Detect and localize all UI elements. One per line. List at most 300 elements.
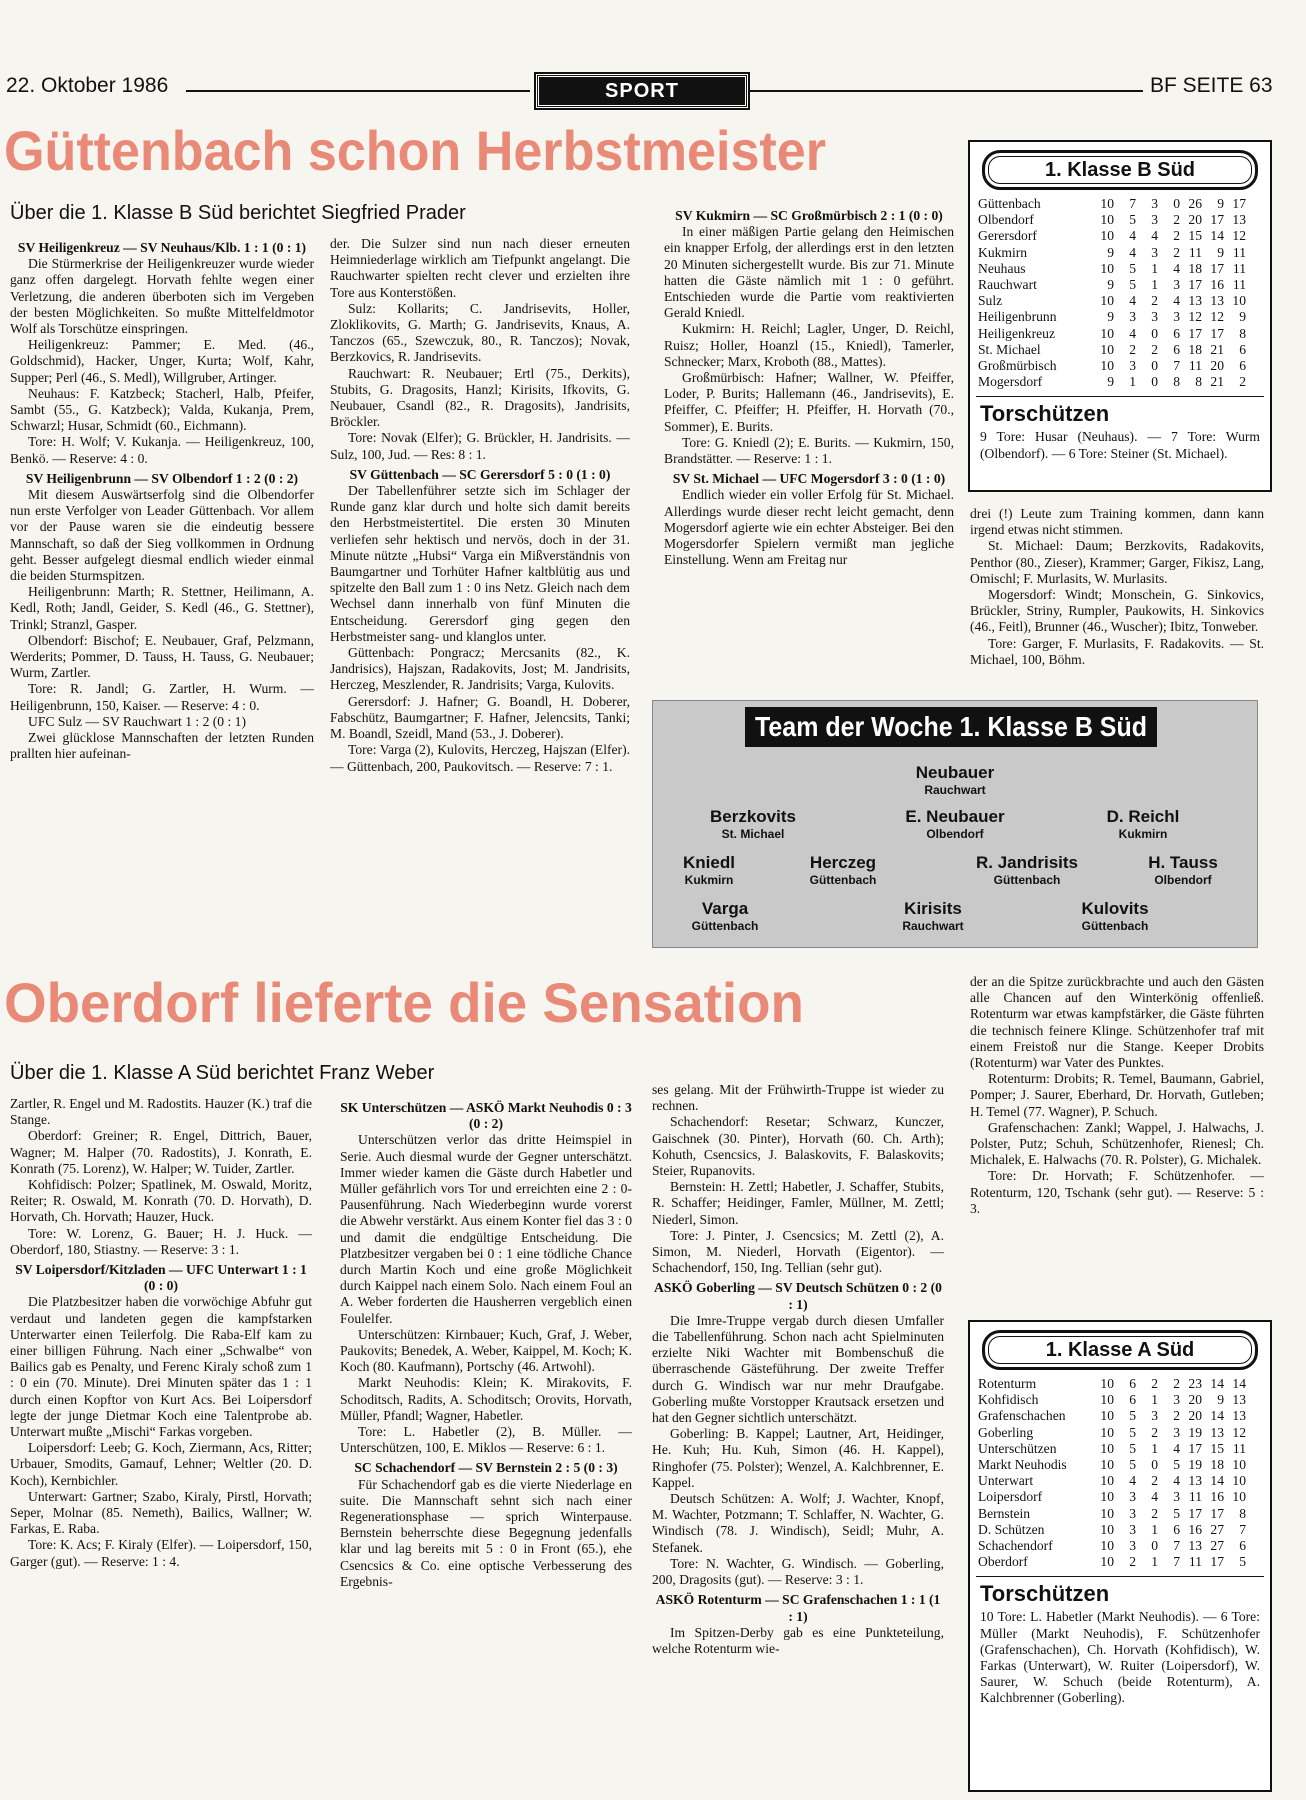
stat-cell: 6	[1129, 1392, 1136, 1408]
stat-cell: 3	[1129, 1538, 1136, 1554]
team-cell: Unterwart	[978, 1473, 1034, 1489]
stat-cell: 9	[1239, 309, 1246, 325]
paragraph: Tore: Dr. Horvath; F. Schützenhofer. — Rotenturm, 120, Tschank (sehr gut). — Reserve: 5 : 3.	[970, 1168, 1264, 1216]
stat-cell: 4	[1151, 228, 1158, 244]
article2-column-4	[970, 974, 1264, 1314]
stat-cell: 10	[1100, 1440, 1114, 1456]
stat-cell: 10	[1100, 1457, 1114, 1473]
paragraph: Güttenbach: Pongracz; Mercsanits (82., K. Jandrisics), Hajszan, Radakovits, Jost; M. Jandrisits, Herczeg, Meszlender, R. Jandrisits; Varga, Kulovits.	[330, 645, 630, 693]
stat-cell: 5	[1173, 1457, 1180, 1473]
stat-cell: 3	[1129, 1505, 1136, 1521]
paragraph: Tore: N. Wachter, G. Windisch. — Goberling, 200, Dragosits (gut). — Reserve: 3 : 1.	[652, 1555, 944, 1588]
table-row	[978, 374, 1246, 390]
stat-cell: 4	[1173, 1473, 1180, 1489]
stat-cell: 2	[1151, 1473, 1158, 1489]
stat-cell: 9	[1217, 196, 1224, 211]
paragraph: Im Spitzen-Derby gab es eine Punkteteilung, welche Rotenturm wie-	[652, 1624, 944, 1656]
stat-cell: 14	[1232, 1376, 1246, 1391]
article1-headline: Güttenbach schon Herbstmeister	[4, 119, 826, 182]
paragraph: Markt Neuhodis: Klein; K. Mirakovits, F. Schoditsch, Radits, A. Schoditsch; Orovits, Horvath, Müller, Pfandl; Wagner, Habetler.	[340, 1375, 632, 1423]
stat-cell: 10	[1100, 1376, 1114, 1391]
stat-cell: 7	[1173, 1554, 1180, 1570]
stat-cell: 3	[1173, 277, 1180, 293]
stat-cell: 3	[1151, 212, 1158, 228]
table-row	[978, 196, 1246, 212]
stat-cell: 12	[1232, 1424, 1246, 1440]
stat-cell: 10	[1100, 1473, 1114, 1489]
stat-cell: 14	[1210, 1408, 1224, 1424]
scorers-text: 10 Tore: L. Habetler (Markt Neuhodis). — 6 Tore: Müller (Markt Neuhodis), F. Schützenhofer (Grafenschachen), Ch. Horvath (Kohfidisch), W. Farkas (Unterwart), W. Ruiter (Loipersdorf), W. Saurer, W. Schuch (beide Rotenturm), A. Kalchbrenner (Goberling).	[980, 1609, 1260, 1706]
stat-cell: 17	[1210, 1554, 1224, 1570]
table-row	[978, 212, 1246, 228]
paragraph: Zwei glücklose Mannschaften der letzten Runden prallten hier aufeinan-	[10, 730, 314, 762]
match-heading: SV Heiligenkreuz — SV Neuhaus/Klb. 1 : 1 (0 : 1)	[17, 240, 307, 255]
team-title: Team der Woche 1. Klasse B Süd	[755, 711, 1147, 742]
match-heading: SK Unterschützen — ASKÖ Markt Neuhodis 0 : 3 (0 : 2)	[340, 1100, 632, 1132]
player-name: H. Tauss	[1148, 853, 1218, 872]
stat-cell: 9	[1107, 244, 1114, 260]
stat-cell: 5	[1173, 1505, 1180, 1521]
paragraph: Tore: W. Lorenz, G. Bauer; H. J. Huck. — Oberdorf, 180, Stiastny. — Reserve: 3 : 1.	[10, 1225, 312, 1257]
paragraph: Gerersdorf: J. Hafner; G. Boandl, H. Doberer, Fabschütz, Baumgartner; F. Hafner, Jelencsits, Tanki; M. Boandl, Szeidl, Mand (53., J. Doberer).	[330, 693, 630, 742]
paragraph: In einer mäßigen Partie gelang den Heimischen ein knapper Erfolg, der allerdings erst in den letzten 20 Minuten sichergestellt wurde. Bis zur 71. Minute hatten die Gäste nämlich mit 1 : 0 geführt. Entschieden wurde die Partie vom reaktivierten Gerald Kniedl.	[664, 224, 954, 321]
stat-cell: 27	[1210, 1538, 1224, 1554]
article1-byline: Über die 1. Klasse B Süd berichtet Siegfried Prader	[10, 202, 466, 224]
stat-cell: 4	[1129, 1473, 1136, 1489]
stat-cell: 6	[1129, 1376, 1136, 1391]
stat-cell: 4	[1129, 325, 1136, 341]
article1-column-2	[330, 236, 630, 950]
standings-title-frame	[982, 1330, 1258, 1370]
stat-cell: 16	[1210, 277, 1224, 293]
stat-cell: 18	[1210, 1457, 1224, 1473]
match-heading: SV Heiligenbrunn — SV Olbendorf 1 : 2 (0 : 2)	[25, 470, 299, 486]
stat-cell: 4	[1151, 1489, 1158, 1505]
paragraph: Rauchwart: R. Neubauer; Ertl (75., Derkits), Stubits, G. Dragosits, Hanzl; Kirisits, Ifkovits, G. Neubauer, Csandl (82., R. Dragosits), Jandrisits, Bröckler.	[330, 365, 630, 430]
scorers-title: Torschützen	[980, 401, 1110, 427]
stat-cell: 17	[1210, 1505, 1224, 1521]
table-row	[978, 358, 1246, 374]
player-card	[1093, 853, 1273, 887]
article2-byline: Über die 1. Klasse A Süd berichtet Franz Weber	[10, 1062, 435, 1084]
paragraph: Tore: L. Habetler (2), B. Müller. — Unterschützen, 100, E. Miklos — Reserve: 6 : 1.	[340, 1424, 632, 1456]
player-card	[1053, 807, 1233, 841]
player-card	[663, 807, 843, 841]
paragraph: Deutsch Schützen: A. Wolf; J. Wachter, Knopf, M. Wachter, Potzmann; T. Schlaffer, N. Wachter, G. Windisch (78. J. Windisch), Seidl; Muhr, A. Stefanek.	[652, 1491, 944, 1555]
stat-cell: 8	[1239, 1505, 1246, 1521]
paragraph: der. Die Sulzer sind nun nach dieser erneuten Heimniederlage wirklich am Tiefpunkt angelangt. Die Rauchwarter spielten recht clever und erzielten ihre Tore aus Konterstößen.	[330, 236, 630, 300]
stat-cell: 17	[1210, 260, 1224, 276]
stat-cell: 11	[1232, 1440, 1246, 1456]
stat-cell: 2	[1173, 1376, 1180, 1391]
stat-cell: 11	[1232, 244, 1246, 260]
team-cell: Olbendorf	[978, 212, 1034, 228]
match-heading: SV Güttenbach — SC Gerersdorf 5 : 0 (1 : 0)	[349, 466, 611, 482]
paragraph: Mit diesem Auswärtserfolg sind die Olbendorfer nun erste Verfolger von Leader Güttenbach. Vor allem vor der Pause waren sie die eindeutig bessere Mannschaft, so daß der Sieg vollkommen in Ordnung geht. Besser aufgelegt diesmal endlich wieder einmal die beiden Sturmspitzen.	[10, 487, 314, 584]
stat-cell: 27	[1210, 1521, 1224, 1537]
player-club: Güttenbach	[691, 919, 759, 933]
stat-cell: 3	[1173, 1424, 1180, 1440]
table-row	[978, 1392, 1246, 1408]
stat-cell: 2	[1151, 1424, 1158, 1440]
stat-cell: 9	[1217, 244, 1224, 260]
stat-cell: 16	[1210, 1489, 1224, 1505]
stat-cell: 13	[1210, 293, 1224, 309]
player-club: Olbendorf	[1154, 873, 1212, 887]
player-name: Varga	[701, 899, 749, 918]
stat-cell: 4	[1173, 1440, 1180, 1456]
match-heading: ASKÖ Goberling — SV Deutsch Schützen 0 : 2 (0 : 1)	[654, 1280, 942, 1312]
standings-table-a	[978, 1376, 1246, 1570]
stat-cell: 5	[1129, 1457, 1136, 1473]
stat-cell: 2	[1151, 1505, 1158, 1521]
paragraph: Tore: K. Acs; F. Kiraly (Elfer). — Loipersdorf, 150, Garger (gut). — Reserve: 1 : 4.	[10, 1537, 312, 1569]
stat-cell: 3	[1151, 196, 1158, 211]
stat-cell: 2	[1173, 228, 1180, 244]
team-cell: Kukmirn	[978, 244, 1028, 260]
stat-cell: 10	[1100, 1408, 1114, 1424]
team-cell: Kohfidisch	[978, 1392, 1039, 1408]
article2-column-1	[10, 1096, 312, 1786]
stat-cell: 13	[1188, 293, 1202, 309]
stat-cell: 1	[1151, 1554, 1158, 1570]
stat-cell: 0	[1151, 1538, 1158, 1554]
standings-title-frame	[982, 150, 1258, 190]
stat-cell: 1	[1151, 277, 1158, 293]
issue-date: 22. Oktober 1986	[6, 74, 169, 97]
stat-cell: 2	[1173, 244, 1180, 260]
stat-cell: 2	[1151, 341, 1158, 357]
team-cell: Loipersdorf	[978, 1489, 1043, 1505]
stat-cell: 3	[1151, 309, 1158, 325]
stat-cell: 20	[1210, 358, 1224, 374]
stat-cell: 17	[1210, 325, 1224, 341]
team-cell: D. Schützen	[978, 1521, 1045, 1537]
paragraph: drei (!) Leute zum Training kommen, dann kann irgend etwas nicht stimmen.	[970, 506, 1264, 538]
stat-cell: 10	[1100, 358, 1114, 374]
article1-column-3	[664, 204, 954, 696]
stat-cell: 3	[1173, 309, 1180, 325]
table-row	[978, 1457, 1246, 1473]
stat-cell: 13	[1232, 212, 1246, 228]
stat-cell: 3	[1129, 1521, 1136, 1537]
paragraph: Grafenschachen: Zankl; Wappel, J. Halwachs, J. Polster, Putz; Schuh, Schützenhofer, Rienesl; Ch. Michalek, E. Halwachs (70. R. Polster), G. Michalek.	[970, 1119, 1264, 1168]
paragraph: Heiligenbrunn: Marth; R. Stettner, Heilimann, A. Kedl, Roth; Jandl, Geider, S. Kedl (46., G. Stettner), Trinkl; Stranzl, Gasper.	[10, 584, 314, 632]
stat-cell: 17	[1232, 196, 1246, 211]
table-row	[978, 261, 1246, 277]
team-cell: Unterschützen	[978, 1440, 1057, 1456]
team-cell: Heiligenbrunn	[978, 309, 1057, 325]
table-row	[978, 1538, 1246, 1554]
stat-cell: 7	[1173, 1538, 1180, 1554]
stat-cell: 2	[1173, 212, 1180, 228]
stat-cell: 0	[1151, 374, 1158, 390]
stat-cell: 2	[1173, 1408, 1180, 1424]
stat-cell: 10	[1100, 1424, 1114, 1440]
paragraph: Tore: G. Kniedl (2); E. Burits. — Kukmirn, 150, Brandstätter. — Reserve: 1 : 1.	[664, 434, 954, 467]
stat-cell: 5	[1129, 1408, 1136, 1424]
table-row	[978, 293, 1246, 309]
team-cell: Neuhaus	[978, 260, 1026, 276]
stat-cell: 14	[1210, 1376, 1224, 1391]
article1-column-1	[10, 236, 314, 950]
stat-cell: 7	[1239, 1521, 1246, 1537]
stat-cell: 3	[1151, 1408, 1158, 1424]
stat-cell: 11	[1188, 1554, 1202, 1570]
table-row	[978, 1376, 1246, 1392]
paragraph: Oberdorf: Greiner; R. Engel, Dittrich, Bauer, Wagner; M. Halper (70. Radostits), J. Konrath, E. Konrath (75. Lorenz), W. Halper; W. Tuider, Zartler.	[10, 1128, 312, 1176]
stat-cell: 0	[1173, 196, 1180, 211]
stat-cell: 2	[1151, 293, 1158, 309]
stat-cell: 8	[1239, 325, 1246, 341]
paragraph: Endlich wieder ein voller Erfolg für St. Michael. Allerdings wurde dieser recht leicht gemacht, denn Mogersdorf agierte wie ein echter Absteiger. Bei den Mogersdorfer Spielern vermißt man jegliche Einstellung. Wenn am Freitag nur	[664, 487, 954, 568]
stat-cell: 11	[1232, 260, 1246, 276]
stat-cell: 15	[1210, 1440, 1224, 1456]
header-rule-left	[186, 90, 530, 92]
team-of-the-week	[652, 700, 1258, 948]
paragraph: ses gelang. Mit der Frühwirth-Truppe ist wieder zu rechnen.	[652, 1082, 944, 1114]
scorers-title: Torschützen	[980, 1581, 1110, 1607]
table-row	[978, 1473, 1246, 1489]
stat-cell: 12	[1188, 309, 1202, 325]
stat-cell: 2	[1151, 1376, 1158, 1391]
paragraph: Kohfidisch: Polzer; Spatlinek, M. Oswald, Moritz, Reiter; R. Oswald, M. Konrath (70. D. Horvath), D. Horvath, Ch. Horvath; Hauzer, Huck.	[10, 1177, 312, 1225]
stat-cell: 13	[1188, 1473, 1202, 1489]
paragraph: Für Schachendorf gab es die vierte Niederlage en suite. Die Mannschaft sehnt sich nach einer Regenerationsphase — sprich Winterpause. Bernstein beherrschte diese Begegnung jedenfalls klar und lag bereits mit 5 : 0 in Front (65.), ehe Csencsics & Co. eine optische Verbesserung des Ergebnis-	[340, 1476, 632, 1589]
player-card	[865, 763, 1045, 797]
stat-cell: 26	[1188, 196, 1202, 211]
paragraph: Goberling: B. Kappel; Lautner, Art, Heidinger, He. Kuh; Hu. Kuh, Simon (46. H. Kappel), Ringhofer (75. Polster); Wenzel, A. Kalchbrenner, E. Kappel.	[652, 1426, 944, 1490]
stat-cell: 10	[1100, 293, 1114, 309]
player-name: Kniedl	[683, 853, 735, 872]
team-cell: Grafenschachen	[978, 1408, 1066, 1424]
player-name: R. Jandrisits	[975, 853, 1079, 872]
stat-cell: 3	[1129, 1489, 1136, 1505]
player-club: Rauchwart	[902, 919, 964, 933]
stat-cell: 13	[1188, 1538, 1202, 1554]
match-heading: SC Schachendorf — SV Bernstein 2 : 5 (0 : 3)	[354, 1460, 618, 1476]
stat-cell: 10	[1100, 1505, 1114, 1521]
table-row	[978, 309, 1246, 325]
stat-cell: 17	[1188, 277, 1202, 293]
player-card	[1025, 899, 1205, 933]
stat-cell: 6	[1173, 1521, 1180, 1537]
stat-cell: 11	[1188, 244, 1202, 260]
match-heading: SV St. Michael — UFC Mogersdorf 3 : 0 (1 : 0)	[672, 471, 946, 487]
section-label: SPORT	[536, 74, 748, 108]
table-row	[978, 1554, 1246, 1570]
stat-cell: 20	[1188, 1392, 1202, 1408]
paragraph: Tore: Garger, F. Murlasits, F. Radakovits. — St. Michael, 100, Böhm.	[970, 635, 1264, 667]
paragraph: Bernstein: H. Zettl; Habetler, J. Schaffer, Stubits, R. Schaffer; Heidinger, Famler, Müllner, M. Zettl; Niederl, Simon.	[652, 1179, 944, 1227]
standings-title: 1. Klasse B Süd	[1044, 158, 1196, 181]
stat-cell: 11	[1188, 358, 1202, 374]
team-cell: Rotenturm	[978, 1376, 1037, 1391]
stat-cell: 19	[1188, 1424, 1202, 1440]
stat-cell: 21	[1210, 374, 1224, 390]
stat-cell: 6	[1239, 358, 1246, 374]
stat-cell: 10	[1100, 228, 1114, 244]
player-card	[937, 853, 1117, 887]
stat-cell: 5	[1129, 260, 1136, 276]
stat-cell: 0	[1151, 1457, 1158, 1473]
stat-cell: 3	[1151, 244, 1158, 260]
stat-cell: 10	[1100, 212, 1114, 228]
stat-cell: 3	[1173, 1489, 1180, 1505]
stat-cell: 14	[1210, 1473, 1224, 1489]
stat-cell: 11	[1188, 1489, 1202, 1505]
player-card	[635, 899, 815, 933]
team-cell: Güttenbach	[978, 196, 1041, 211]
stat-cell: 2	[1129, 341, 1136, 357]
stat-cell: 10	[1100, 1521, 1114, 1537]
stat-cell: 9	[1217, 1392, 1224, 1408]
stat-cell: 7	[1173, 358, 1180, 374]
paragraph: Tore: J. Pinter, J. Csencsics; M. Zettl (2), A. Simon, M. Niederl, Horvath (Eigentor). — Schachendorf, 150, Ing. Tellian (sehr gut).	[652, 1227, 944, 1276]
stat-cell: 1	[1129, 374, 1136, 390]
team-cell: Bernstein	[978, 1505, 1031, 1521]
match-heading: SV Kukmirn — SC Großmürbisch 2 : 1 (0 : 0)	[675, 208, 943, 223]
stat-cell: 10	[1100, 196, 1114, 211]
standings-table-b	[978, 196, 1246, 390]
stat-cell: 4	[1129, 293, 1136, 309]
stat-cell: 6	[1239, 1538, 1246, 1554]
table-row	[978, 1506, 1246, 1522]
paragraph: Die Imre-Truppe vergab durch diesen Umfaller die Tabellenführung. Schon nach acht Spielminuten erzielte Niki Wachter mit Bombenschuß die überraschende Gästeführung. Der zweite Treffer durch G. Windisch war nur mehr Draufgabe. Goberling mußte Vorstopper Krautsack ersetzen und hat den Gegner sichtlich unterschätzt.	[652, 1312, 944, 1426]
table-row	[978, 1408, 1246, 1424]
stat-cell: 7	[1129, 196, 1136, 211]
paragraph: Zartler, R. Engel und M. Radostits. Hauzer (K.) traf die Stange.	[10, 1096, 312, 1128]
stat-cell: 2	[1129, 1554, 1136, 1570]
paragraph: Mogersdorf: Windt; Monschein, G. Sinkovics, Brückler, Striny, Rumpler, Paukowits, H. Sinkovics (46., Feitl), Brunner (46., Wuscher); Ibitz, Tonweber.	[970, 587, 1264, 635]
stat-cell: 13	[1232, 1408, 1246, 1424]
team-cell: Rauchwart	[978, 277, 1037, 293]
stat-cell: 18	[1188, 260, 1202, 276]
stat-cell: 10	[1232, 293, 1246, 309]
stat-cell: 10	[1100, 1538, 1114, 1554]
paragraph: Tore: H. Wolf; V. Kukanja. — Heiligenkreuz, 100, Benkö. — Reserve: 4 : 0.	[10, 434, 314, 466]
player-name: Kulovits	[1081, 899, 1149, 918]
paragraph: Unterschützen: Kirnbauer; Kuch, Graf, J. Weber, Paukovits; Benedek, A. Weber, Kaippel, M. Koch; K. Koch (80. Kaufmann), Portschy (46. Artwohl).	[340, 1326, 632, 1375]
stat-cell: 0	[1151, 325, 1158, 341]
stat-cell: 12	[1210, 309, 1224, 325]
stat-cell: 1	[1151, 260, 1158, 276]
paragraph: Der Tabellenführer setzte sich im Schlager der Runde ganz klar durch und holte sich damit bereits den Herbstmeistertitel. Die ersten 30 Minuten verliefen sehr hektisch und nervös, doch in der 31. Minute nützte „Hubsi“ Varga ein Mißverständnis von Baumgartner und Torhüter Hafner kaltblütig aus und spitzelte den Ball zum 1 : 0 ins Netz. Gleich nach dem Wechsel dann innerhalb von fünf Minuten die Entscheidung. Gerersdorf ging gegen den Herbstmeister sang- und klanglos unter.	[330, 483, 630, 644]
table-row	[978, 1489, 1246, 1505]
stat-cell: 9	[1107, 309, 1114, 325]
stat-cell: 10	[1100, 325, 1114, 341]
stat-cell: 5	[1129, 212, 1136, 228]
stat-cell: 4	[1129, 244, 1136, 260]
stat-cell: 21	[1210, 341, 1224, 357]
paragraph: Neuhaus: F. Katzbeck; Stacherl, Halb, Pfeifer, Sambt (55., G. Katzbeck); Valda, Kukanja, Prem, Schwarzl; Husar, Schmidt (60., Eichmann).	[10, 385, 314, 434]
paragraph: Tore: Varga (2), Kulovits, Herczeg, Hajszan (Elfer). — Güttenbach, 200, Paukovitsch. — Reserve: 7 : 1.	[330, 742, 630, 774]
player-name: D. Reichl	[1106, 807, 1180, 826]
team-cell: Markt Neuhodis	[978, 1457, 1067, 1473]
stat-cell: 23	[1188, 1376, 1202, 1391]
stat-cell: 20	[1188, 1408, 1202, 1424]
stat-cell: 6	[1173, 341, 1180, 357]
match-heading: ASKÖ Rotenturm — SC Grafenschachen 1 : 1 (1 : 1)	[655, 1592, 941, 1624]
stat-cell: 5	[1129, 1424, 1136, 1440]
table-row	[978, 1441, 1246, 1457]
stat-cell: 3	[1129, 358, 1136, 374]
paragraph: Loipersdorf: Leeb; G. Koch, Ziermann, Acs, Ritter; Urbauer, Smodits, Gamauf, Lehner; Weltler (20. D. Koch), Kernbichler.	[10, 1440, 312, 1488]
standings-box-b	[968, 140, 1272, 492]
stat-cell: 3	[1173, 1392, 1180, 1408]
match-heading: SV Loipersdorf/Kitzladen — UFC Unterwart 1 : 1 (0 : 0)	[15, 1262, 307, 1294]
scorers-text: 9 Tore: Husar (Neuhaus). — 7 Tore: Wurm (Olbendorf). — 6 Tore: Steiner (St. Michael).	[980, 429, 1260, 461]
stat-cell: 17	[1210, 212, 1224, 228]
stat-cell: 10	[1100, 260, 1114, 276]
paragraph: Kukmirn: H. Reichl; Lagler, Unger, D. Reichl, Ruisz; Holler, Hoanzl (15., Kniedl), Tamerler, Schnecker; Marx, Kroboth (88., Mattes).	[664, 321, 954, 369]
player-club: St. Michael	[721, 827, 785, 841]
player-card	[865, 807, 1045, 841]
player-club: Güttenbach	[809, 873, 877, 887]
paragraph: St. Michael: Daum; Berzkovits, Radakovits, Penthor (80., Zieser), Krammer; Garger, Fikisz, Lang, Omischl; F. Murlasits, W. Murlasits.	[970, 538, 1264, 586]
stat-cell: 4	[1173, 293, 1180, 309]
article2-column-3	[652, 1082, 944, 1786]
page-number: BF SEITE 63	[1150, 74, 1273, 97]
table-row	[978, 342, 1246, 358]
player-name: Herczeg	[809, 853, 877, 872]
stat-cell: 5	[1239, 1554, 1246, 1570]
paragraph: Unterwart: Gartner; Szabo, Kiraly, Pirstl, Horvath; Seper, Molnar (85. Nemeth), Bailics, Wallner; W. Farkas, E. Raba.	[10, 1488, 312, 1537]
paragraph: Olbendorf: Bischof; E. Neubauer, Graf, Pelzmann, Werderits; Pommer, D. Tauss, H. Tauss, G. Neubauer; Wurm, Zartler.	[10, 632, 314, 681]
stat-cell: 15	[1188, 228, 1202, 244]
stat-cell: 5	[1129, 1440, 1136, 1456]
stat-cell: 2	[1239, 374, 1246, 390]
paragraph: Tore: R. Jandl; G. Zartler, H. Wurm. — Heiligenbrunn, 150, Kaiser. — Reserve: 4 : 0.	[10, 681, 314, 713]
stat-cell: 4	[1173, 260, 1180, 276]
stat-cell: 5	[1129, 277, 1136, 293]
team-cell: Schachendorf	[978, 1538, 1053, 1554]
stat-cell: 13	[1232, 1392, 1246, 1408]
stat-cell: 11	[1232, 277, 1246, 293]
paragraph: der an die Spitze zurückbrachte und auch den Gästen alle Chancen auf den Winterkönig offenließ. Rotenturm war etwas kampfstärker, die Gäste führten die technisch feinere Klinge. Schützenhofer traf mit einem Freistoß nur die Stange. Keeper Drobits (Rotenturm) war Vater des Punktes.	[970, 974, 1264, 1071]
stat-cell: 10	[1100, 1392, 1114, 1408]
stat-cell: 0	[1151, 358, 1158, 374]
stat-cell: 17	[1188, 325, 1202, 341]
paragraph: Tore: Novak (Elfer); G. Brückler, H. Jandrisits. — Sulz, 100, Jud. — Res: 8 : 1.	[330, 430, 630, 462]
paragraph: UFC Sulz — SV Rauchwart 1 : 2 (0 : 1)	[28, 713, 246, 729]
table-row	[978, 326, 1246, 342]
stat-cell: 14	[1210, 228, 1224, 244]
team-cell: Großmürbisch	[978, 358, 1057, 374]
stat-cell: 18	[1188, 341, 1202, 357]
paragraph: Großmürbisch: Hafner; Wallner, W. Pfeiffer, Loder, P. Burits; Hallemann (46., Jandrisevits), E. Pfeiffer, C. Pfeiffer; H. Pfeiffer, H. Horvath (70., Sommer), E. Burits.	[664, 370, 954, 434]
stat-cell: 17	[1188, 1440, 1202, 1456]
stat-cell: 10	[1100, 1489, 1114, 1505]
stat-cell: 12	[1232, 228, 1246, 244]
stat-cell: 16	[1188, 1521, 1202, 1537]
team-cell: Goberling	[978, 1424, 1034, 1440]
player-club: Kukmirn	[1118, 827, 1168, 841]
player-card	[843, 899, 1023, 933]
stat-cell: 10	[1232, 1489, 1246, 1505]
stat-cell: 10	[1100, 1554, 1114, 1570]
paragraph: Heiligenkreuz: Pammer; E. Med. (46., Goldschmid), Hacker, Unger, Kurta; Wolf, Kahr, Supper; Perl (46., S. Medl), Willgruber, Artinger.	[10, 337, 314, 385]
paragraph: Die Platzbesitzer haben die vorwöchige Abfuhr gut verdaut und landeten gegen die kampfstarken Unterwarter einen Teilerfolg. Die Raba-Elf kam zu einer billigen Führung. Nach einer „Schwalbe“ von Bailics gab es Penalty, und Ferenc Kiraly schoß zum 1 : 0 ein (70. Minute). Drei Minuten später das 1 : 1 durch einen Kopftor von Kurt Acs. Bei Loipersdorf legte der junge Dietmar Koch eine Talentprobe ab. Unterwart mußte „Mischi“ Farkas vorgeben.	[10, 1294, 312, 1440]
stat-cell: 19	[1188, 1457, 1202, 1473]
player-club: Güttenbach	[1081, 919, 1149, 933]
stat-cell: 20	[1188, 212, 1202, 228]
stat-cell: 6	[1239, 341, 1246, 357]
stat-cell: 10	[1100, 341, 1114, 357]
paragraph: Unterschützen verlor das dritte Heimspiel in Serie. Auch diesmal wurde der Gegner unterschätzt. Immer wieder kamen die Gäste durch Habetler und Müller gefährlich vors Tor und erreichten eine 2 : 0-Pausenführung. Nach Wiederbeginn wurde vorerst die Abwehr verstärkt. Aus einem Konter fiel das 3 : 0 und damit die endgültige Entscheidung. Die Platzbesitzer vergaben bei 0 : 1 eine tödliche Chance durch Martin Koch und eine große Möglichkeit durch Kaippel nach einem Solo. Nach einem Foul an A. Weber forderten die Hausherren vergeblich einen Foulelfer.	[340, 1132, 632, 1326]
stat-cell: 6	[1173, 325, 1180, 341]
team-cell: Gerersdorf	[978, 228, 1037, 244]
